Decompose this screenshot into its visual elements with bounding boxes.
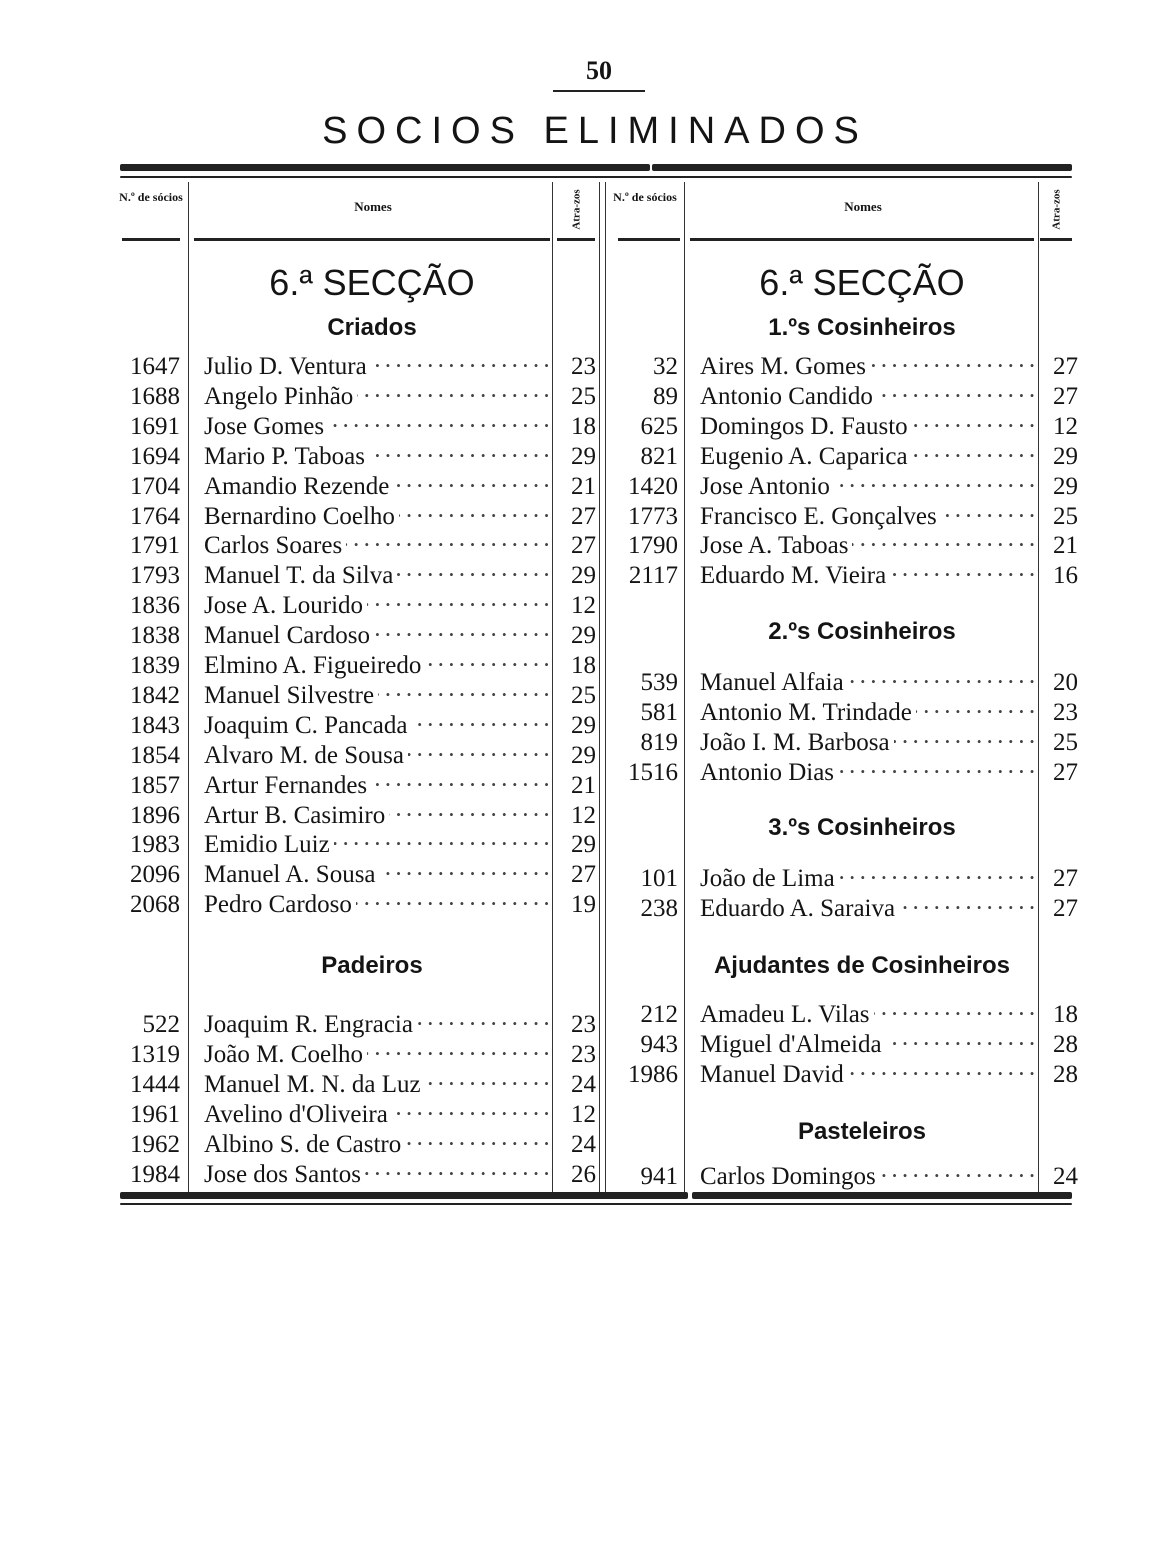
member-number: 1896 (130, 801, 180, 829)
group-title: Padeiros (321, 952, 423, 979)
member-name: Albino S. de Castro (204, 1131, 405, 1158)
member-name: Jose dos Santos (204, 1161, 365, 1188)
member-number: 1420 (628, 472, 678, 500)
atrasos-value: 25 (1053, 728, 1078, 756)
member-number: 821 (640, 442, 678, 470)
atrasos-value: 27 (571, 861, 596, 889)
atrasos-value: 29 (571, 562, 596, 590)
member-name: Elmino A. Figueiredo (204, 652, 425, 679)
member-number: 1857 (130, 771, 180, 799)
top-rule-right (652, 164, 1072, 171)
table-row (0, 1162, 1152, 1192)
member-number: 1983 (130, 831, 180, 859)
atrasos-value: 28 (1053, 1030, 1078, 1058)
atrasos-value: 28 (1053, 1060, 1078, 1088)
member-number: 1843 (130, 711, 180, 739)
member-name: João de Lima (700, 865, 839, 892)
atrasos-value: 18 (571, 412, 596, 440)
member-number: 943 (640, 1030, 678, 1058)
header-underline (122, 238, 180, 241)
member-name: Carlos Soares (204, 532, 346, 559)
table-row (0, 1060, 1152, 1090)
atrasos-value: 23 (571, 353, 596, 380)
member-number: 1764 (130, 502, 180, 530)
member-name: Pedro Cardoso (204, 891, 356, 918)
atrasos-value: 12 (571, 1100, 596, 1128)
atrasos-value: 25 (571, 681, 596, 709)
member-number: 1516 (628, 758, 678, 786)
atrasos-value: 29 (571, 741, 596, 769)
table-row (0, 472, 1152, 502)
atrasos-value: 18 (1053, 1001, 1078, 1028)
member-name: Manuel M. N. da Luz (204, 1071, 425, 1098)
member-number: 539 (640, 669, 678, 696)
member-name-cell (204, 801, 548, 831)
member-name-cell (700, 502, 1034, 532)
atrasos-value: 29 (571, 711, 596, 739)
member-name-cell (204, 1100, 548, 1130)
member-name: Joaquim R. Engracia (204, 1011, 417, 1038)
member-name: Manuel David (700, 1061, 848, 1088)
atrasos-value: 19 (571, 891, 596, 919)
atrasos-value: 23 (571, 1040, 596, 1068)
table-row (0, 728, 1152, 758)
atrasos-value: 21 (571, 472, 596, 500)
member-name: Antonio Dias (700, 759, 838, 786)
member-number: 1986 (628, 1060, 678, 1088)
atrasos-value: 21 (571, 771, 596, 799)
header-atrasos-left: Atra-zos (570, 189, 583, 230)
member-name-cell (700, 1162, 1034, 1192)
member-number: 1773 (628, 502, 678, 530)
header-num-right: N.º de sócios (613, 190, 677, 204)
atrasos-value: 29 (571, 622, 596, 650)
member-number: 1962 (130, 1130, 180, 1158)
atrasos-value: 27 (1053, 353, 1078, 380)
member-name: Jose A. Taboas (700, 532, 852, 559)
member-name-cell (204, 621, 548, 651)
member-name: Manuel T. da Silva (204, 562, 397, 589)
member-number: 1444 (130, 1070, 180, 1098)
table-row (0, 698, 1152, 728)
atrasos-value: 24 (1053, 1163, 1078, 1190)
bottom-rule-left (120, 1192, 688, 1199)
member-name-cell (700, 531, 1034, 561)
header-num-left: N.º de sócios (119, 190, 183, 204)
member-name: Eduardo A. Saraiva (700, 895, 899, 922)
member-number: 2068 (130, 891, 180, 919)
member-name: Francisco E. Gonçalves (700, 503, 941, 530)
member-number: 1319 (130, 1040, 180, 1068)
member-name-cell (700, 412, 1034, 442)
member-number: 1790 (628, 532, 678, 560)
member-name: Angelo Pinhão (204, 383, 357, 410)
member-number: 819 (640, 728, 678, 756)
header-atrasos-right: Atra-zos (1050, 189, 1063, 230)
table-row (0, 864, 1152, 894)
member-name-cell (700, 1060, 1034, 1090)
member-name-cell (700, 561, 1034, 591)
group-title: Criados (327, 314, 417, 341)
atrasos-value: 27 (1053, 382, 1078, 410)
page-number: 50 (553, 56, 645, 92)
member-name-cell (700, 698, 1034, 728)
member-name: Miguel d'Almeida (700, 1031, 886, 1058)
member-number: 1842 (130, 681, 180, 709)
header-names-right: Nomes (844, 199, 882, 214)
table-row (0, 1000, 1152, 1030)
member-name: Manuel Silvestre (204, 682, 378, 709)
header-underline (690, 238, 1034, 241)
member-name: Jose Antonio (700, 473, 834, 500)
member-number: 101 (640, 865, 678, 892)
member-number: 238 (640, 894, 678, 922)
table-row (0, 758, 1152, 788)
member-name: Artur Fernandes (204, 772, 371, 799)
atrasos-value: 18 (571, 652, 596, 679)
member-name: Domingos D. Fausto (700, 413, 912, 440)
member-name: Manuel Cardoso (204, 622, 374, 649)
member-number: 1961 (130, 1100, 180, 1128)
member-name: Bernardino Coelho (204, 503, 399, 530)
atrasos-value: 27 (1053, 865, 1078, 892)
atrasos-value: 23 (1053, 698, 1078, 726)
member-name: Joaquim C. Pancada (204, 712, 411, 739)
member-number: 1694 (130, 442, 180, 470)
section-title-left: 6.ª SECÇÃO (269, 262, 475, 303)
member-name-cell (700, 472, 1034, 502)
group-title: 3.ºs Cosinheiros (768, 814, 956, 841)
table-row (0, 352, 1152, 382)
member-number: 1704 (130, 472, 180, 500)
atrasos-value: 29 (571, 831, 596, 859)
member-name: Eugenio A. Caparica (700, 443, 912, 470)
member-number: 2096 (130, 861, 180, 889)
member-name: Manuel A. Sousa (204, 861, 380, 888)
member-number: 1984 (130, 1160, 180, 1188)
header-underline (618, 238, 680, 241)
top-rule-thin (120, 176, 1072, 178)
group-title: Pasteleiros (797, 1118, 927, 1145)
member-name-cell (700, 352, 1034, 382)
atrasos-value: 25 (1053, 502, 1078, 530)
atrasos-value: 29 (571, 442, 596, 470)
bottom-rule-right (692, 1192, 1072, 1199)
member-name: Manuel Alfaia (700, 669, 848, 696)
atrasos-value: 24 (571, 1130, 596, 1158)
member-number: 32 (653, 353, 678, 380)
member-name-cell (700, 864, 1034, 894)
member-name: Aires M. Gomes (700, 353, 870, 380)
table-row (0, 412, 1152, 442)
member-name-cell (700, 894, 1034, 924)
atrasos-value: 12 (571, 592, 596, 620)
member-name-cell (700, 668, 1034, 698)
member-number: 1839 (130, 652, 180, 679)
member-name: Emidio Luiz (204, 831, 334, 858)
group-title: Ajudantes de Cosinheiros (713, 952, 1011, 979)
table-row (0, 502, 1152, 532)
table-row (0, 382, 1152, 412)
member-name: Eduardo M. Vieira (700, 562, 890, 589)
member-number: 2117 (628, 562, 678, 590)
atrasos-value: 26 (571, 1160, 596, 1188)
member-name: João I. M. Barbosa (700, 729, 894, 756)
member-name: Artur B. Casimiro (204, 802, 389, 829)
header-underline (557, 238, 595, 241)
member-number: 522 (142, 1011, 180, 1038)
header-underline (1040, 238, 1072, 241)
atrasos-value: 12 (571, 801, 596, 829)
atrasos-value: 29 (1053, 442, 1078, 470)
member-name-cell (700, 1000, 1034, 1030)
table-row (0, 442, 1152, 472)
member-number: 1691 (130, 412, 180, 440)
member-number: 1791 (130, 532, 180, 560)
table-row (0, 591, 1152, 621)
member-name-cell (204, 830, 548, 860)
member-name: Antonio Candido (700, 383, 877, 410)
atrasos-value: 16 (1053, 562, 1078, 590)
member-name: Mario P. Taboas (204, 443, 369, 470)
atrasos-value: 24 (571, 1070, 596, 1098)
member-number: 1854 (130, 741, 180, 769)
member-number: 625 (640, 412, 678, 440)
header-names-left: Nomes (354, 199, 392, 214)
section-title-right: 6.ª SECÇÃO (759, 262, 965, 303)
member-name-cell (700, 728, 1034, 758)
atrasos-value: 21 (1053, 532, 1078, 560)
group-title: 2.ºs Cosinheiros (768, 618, 956, 645)
table-row (0, 894, 1152, 924)
member-name: Jose Gomes (204, 413, 328, 440)
member-name: Jose A. Lourido (204, 592, 367, 619)
member-number: 941 (640, 1163, 678, 1190)
member-number: 1836 (130, 592, 180, 620)
member-name: Amandio Rezende (204, 473, 393, 500)
member-name-cell (700, 1030, 1034, 1060)
member-number: 212 (640, 1001, 678, 1028)
table-row (0, 531, 1152, 561)
member-number: 581 (640, 698, 678, 726)
member-name-cell (700, 442, 1034, 472)
bottom-rule-thin (120, 1203, 1072, 1205)
member-number: 89 (653, 382, 678, 410)
member-name: Antonio M. Trindade (700, 699, 916, 726)
atrasos-value: 20 (1053, 669, 1078, 696)
atrasos-value: 23 (571, 1011, 596, 1038)
member-name-cell (204, 1130, 548, 1160)
member-name: Alvaro M. de Sousa (204, 742, 408, 769)
atrasos-value: 27 (1053, 758, 1078, 786)
table-row (0, 668, 1152, 698)
table-row (0, 561, 1152, 591)
page-title: SOCIOS ELIMINADOS (322, 110, 868, 152)
atrasos-value: 27 (571, 502, 596, 530)
member-number: 1688 (130, 382, 180, 410)
member-number: 1838 (130, 622, 180, 650)
member-name-cell (700, 382, 1034, 412)
member-name-cell (204, 591, 548, 621)
atrasos-value: 27 (1053, 894, 1078, 922)
top-rule-left (120, 164, 650, 171)
member-number: 1647 (130, 353, 180, 380)
member-name: Avelino d'Oliveira (204, 1101, 392, 1128)
member-name: Carlos Domingos (700, 1163, 880, 1190)
header-underline (194, 238, 550, 241)
member-name: Amadeu L. Vilas (700, 1001, 874, 1028)
member-name: Julio D. Ventura (204, 353, 371, 380)
table-row (0, 1030, 1152, 1060)
member-number: 1793 (130, 562, 180, 590)
atrasos-value: 29 (1053, 472, 1078, 500)
member-name: João M. Coelho (204, 1041, 367, 1068)
atrasos-value: 25 (571, 382, 596, 410)
member-name-cell (700, 758, 1034, 788)
group-title: 1.ºs Cosinheiros (768, 314, 956, 341)
atrasos-value: 12 (1053, 412, 1078, 440)
atrasos-value: 27 (571, 532, 596, 560)
